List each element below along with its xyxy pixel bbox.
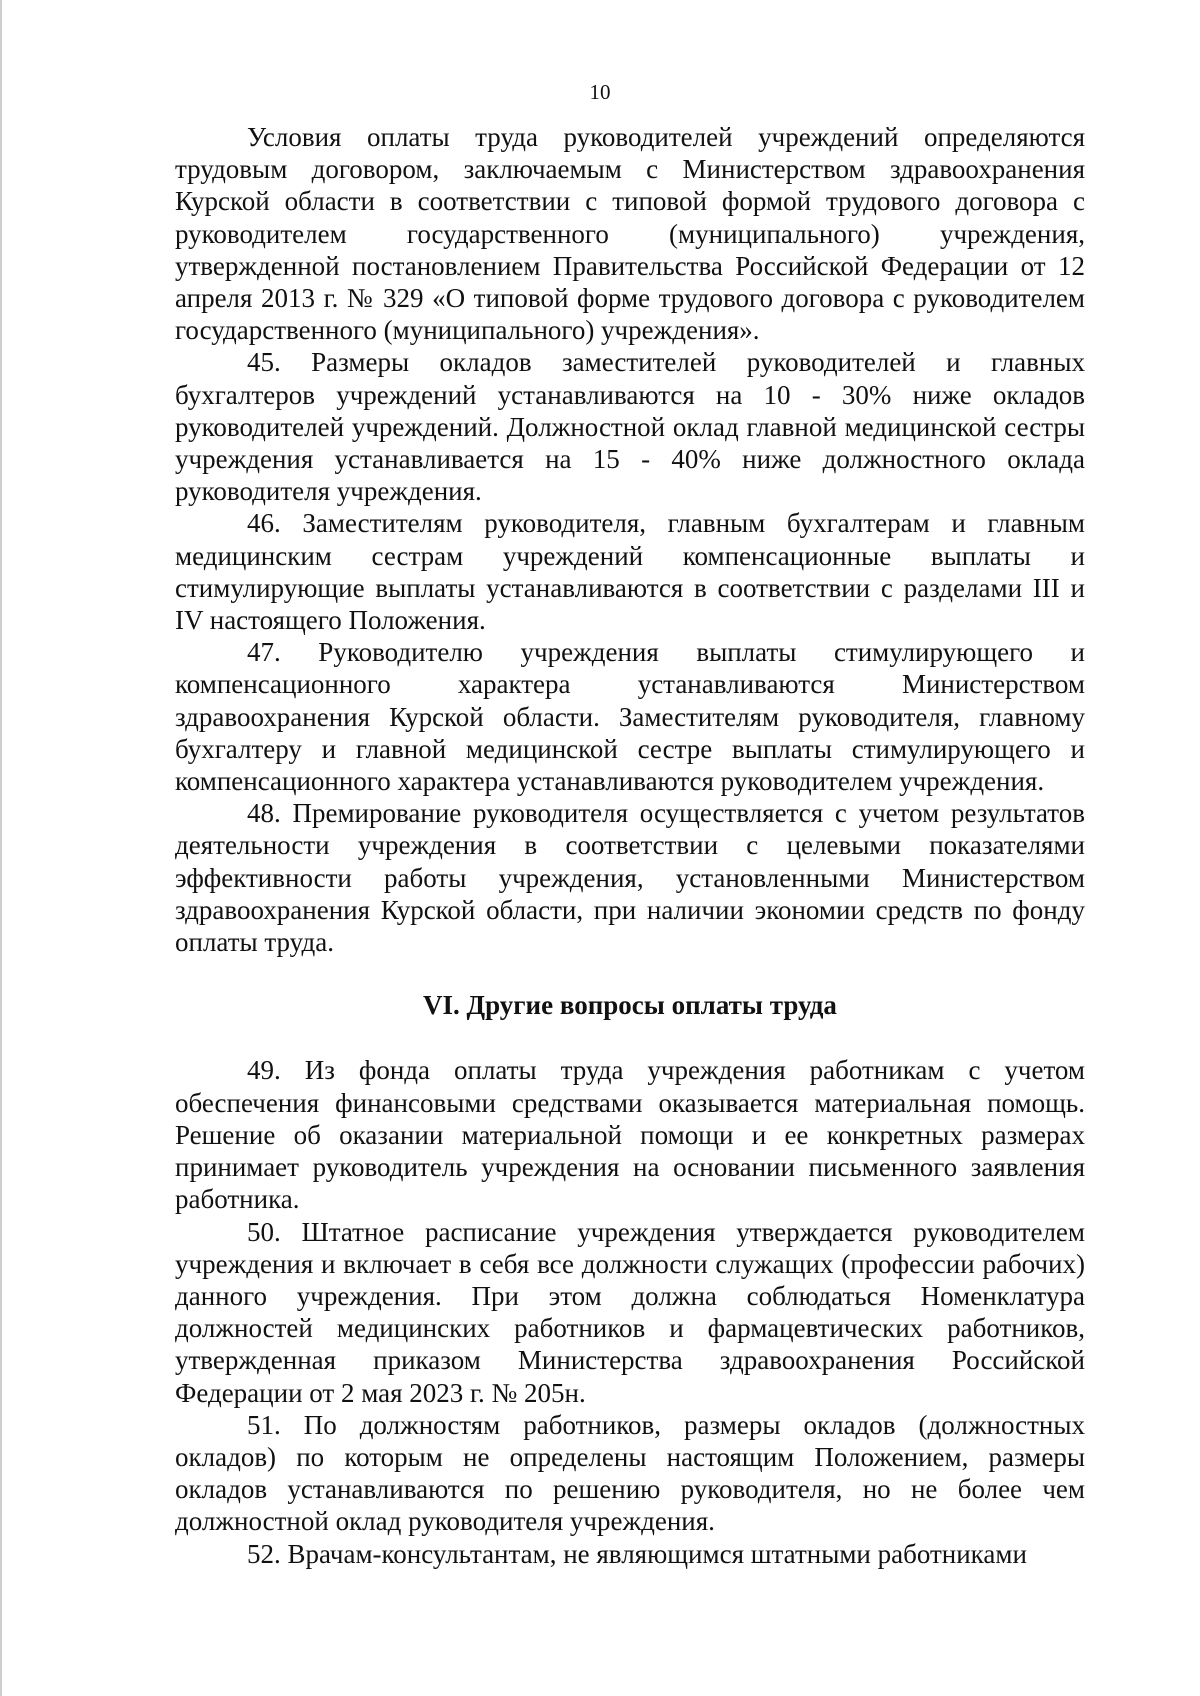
paragraph-remuneration-conditions: Условия оплаты труда руководителей учреждений определяются трудовым договором, заключаемым с Министерством здравоохранения Курской области в соответствии с типовой формой трудового договора с руководителем государственного (муниципального) учреждения, утвержденной постановлением Правительства Российской Федерации от 12 апреля 2013 г. № 329 «О типовой форме трудового договора с руководителем государственного (муниципального) учреждения». <box>175 122 1085 346</box>
paragraph-45: 45. Размеры окладов заместителей руководителей и главных бухгалтеров учреждений устанавливаются на 10 - 30% ниже окладов руководителей учреждений. Должностной оклад главной медицинской сестры учреждения устанавливается на 15 - 40% ниже должностного оклада руководителя учреждения. <box>175 347 1085 507</box>
scan-edge-line <box>0 0 2 1696</box>
paragraph-51: 51. По должностям работников, размеры окладов (должностных окладов) по которым не определены настоящим Положением, размеры окладов устанавливаются по решению руководителя, но не более чем должностной оклад руководителя учреждения. <box>175 1409 1085 1537</box>
paragraph-49: 49. Из фонда оплаты труда учреждения работникам с учетом обеспечения финансовыми средствами оказывается материальная помощь. Решение об оказании материальной помощи и ее конкретных размерах принимает руководитель учреждения на основании письменного заявления работника. <box>175 1055 1085 1215</box>
section-heading: VI. Другие вопросы оплаты труда <box>423 990 837 1021</box>
paragraph-48: 48. Премирование руководителя осуществляется с учетом результатов деятельности учреждения в соответствии с целевыми показателями эффективности работы учреждения, установленными Министерством здравоохранения Курской области, при наличии экономии средств по фонду оплаты труда. <box>175 798 1085 958</box>
paragraph-50: 50. Штатное расписание учреждения утверждается руководителем учреждения и включает в себя все должности служащих (профессии рабочих) данного учреждения. При этом должна соблюдаться Номенклатура должностей медицинских работников и фармацевтических работников, утвержденная приказом Министерства здравоохранения Российской Федерации от 2 мая 2023 г. № 205н. <box>175 1216 1085 1408</box>
paragraph-46: 46. Заместителям руководителя, главным бухгалтерам и главным медицинским сестрам учреждений компенсационные выплаты и стимулирующие выплаты устанавливаются в соответствии с разделами III и IV настоящего Положения. <box>175 508 1085 636</box>
paragraph-47: 47. Руководителю учреждения выплаты стимулирующего и компенсационного характера устанавливаются Министерством здравоохранения Курской области. Заместителям руководителя, главному бухгалтеру и главной медицинской сестре выплаты стимулирующего и компенсационного характера устанавливаются руководителем учреждения. <box>175 637 1085 797</box>
page-number: 10 <box>589 80 611 104</box>
paragraph-52: 52. Врачам-консультантам, не являющимся штатными работниками <box>247 1538 1027 1569</box>
document-body <box>175 121 1085 1570</box>
